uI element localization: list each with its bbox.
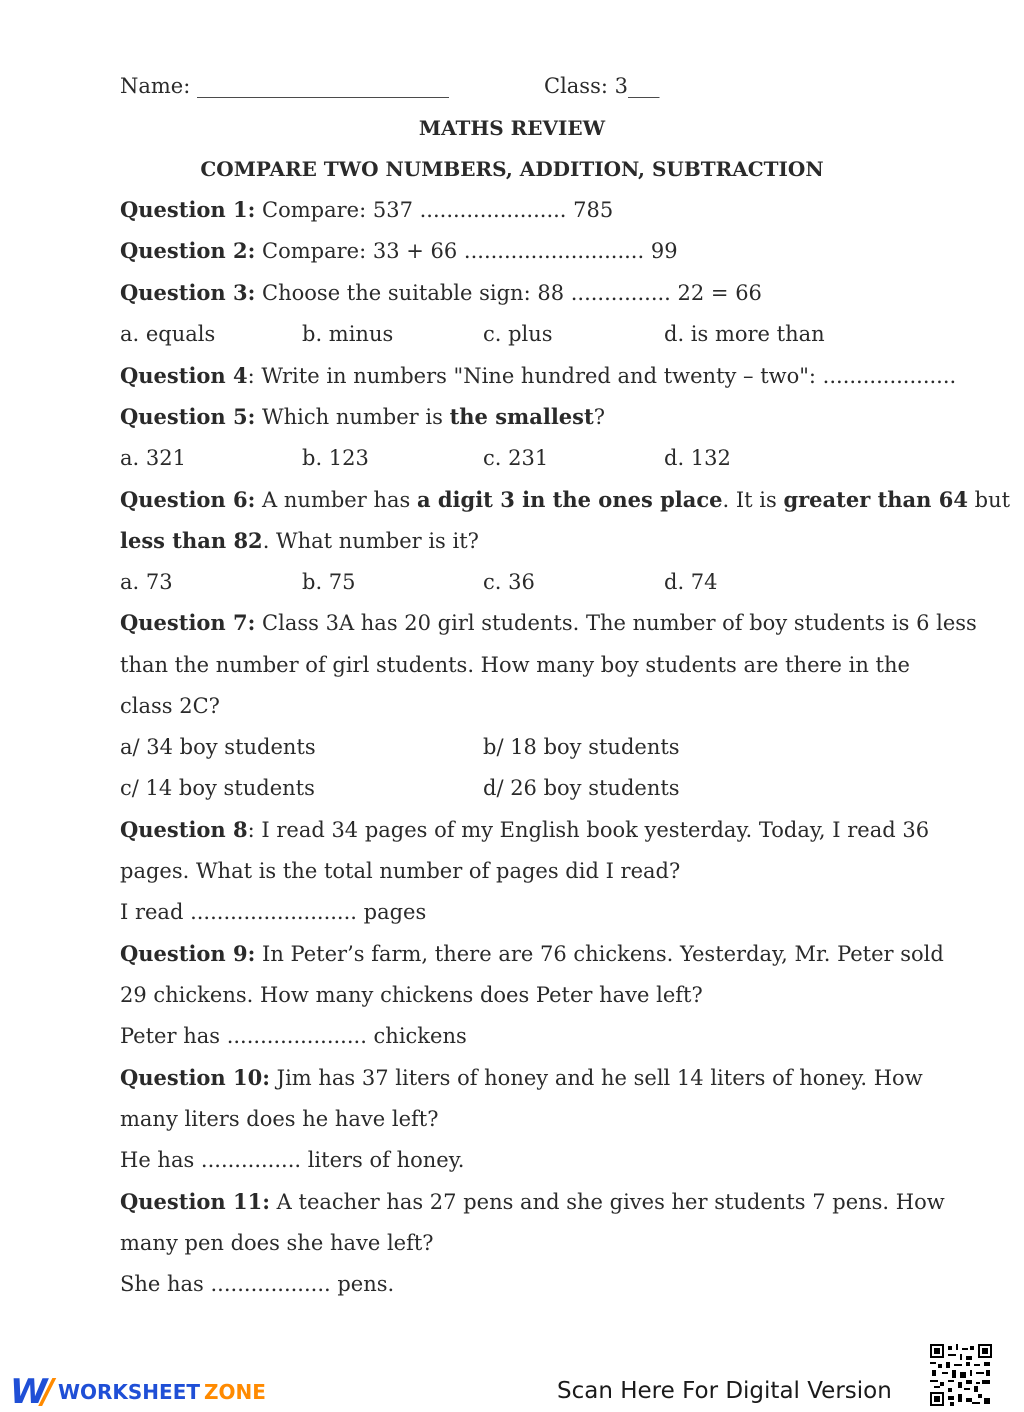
question-label: Question 8 <box>120 817 248 842</box>
question-8-answer: I read ......................... pages <box>120 900 427 924</box>
question-label: Question 9: <box>120 941 256 966</box>
question-text: A teacher has 27 pens and she gives her students 7 pens. How <box>269 1190 945 1214</box>
question-11 <box>120 1188 945 1216</box>
question-text: A number has <box>255 488 417 512</box>
emphasis-text: greater than 64 <box>783 487 968 512</box>
q7-option-a: a/ 34 boy students <box>120 735 316 759</box>
question-text: ? <box>593 405 605 429</box>
q3-option-a: a. equals <box>120 322 216 346</box>
name-field: Name: ________________________ <box>120 74 449 98</box>
q5-option-b: b. 123 <box>302 446 369 470</box>
question-label: Question 1: <box>120 197 256 222</box>
question-label: Question 10: <box>120 1065 270 1090</box>
w-logo-icon: W/ <box>10 1372 48 1412</box>
q7-option-d: d/ 26 boy students <box>483 776 680 800</box>
q6-option-a: a. 73 <box>120 570 173 594</box>
question-text: Jim has 37 liters of honey and he sell 14 liters of honey. How <box>269 1066 923 1090</box>
q5-option-d: d. 132 <box>664 446 731 470</box>
q3-option-b: b. minus <box>302 322 394 346</box>
question-11-answer: She has .................. pens. <box>120 1272 395 1296</box>
question-7-line2: than the number of girl students. How many boy students are there in the <box>120 653 910 677</box>
q7-option-c: c/ 14 boy students <box>120 776 315 800</box>
question-label: Question 6: <box>120 487 256 512</box>
brand-text-worksheet: WORKSHEET <box>57 1380 201 1404</box>
emphasis-text: the smallest <box>449 404 594 429</box>
question-label: Question 5: <box>120 404 256 429</box>
emphasis-text: a digit 3 in the ones place <box>416 487 723 512</box>
question-7 <box>120 609 977 637</box>
q3-option-c: c. plus <box>483 322 553 346</box>
q6-option-d: d. 74 <box>664 570 718 594</box>
question-1 <box>120 196 613 224</box>
question-10-line2: many liters does he have left? <box>120 1107 439 1131</box>
question-9 <box>120 940 944 968</box>
q7-option-b: b/ 18 boy students <box>483 735 680 759</box>
question-10 <box>120 1064 923 1092</box>
page-subtitle: COMPARE TWO NUMBERS, ADDITION, SUBTRACTION <box>200 157 824 181</box>
emphasis-text: less than 82 <box>120 528 263 553</box>
question-7-line3: class 2C? <box>120 694 220 718</box>
question-9-answer: Peter has ..................... chickens <box>120 1024 467 1048</box>
question-label: Question 3: <box>120 280 256 305</box>
question-label: Question 11: <box>120 1189 270 1214</box>
question-2 <box>120 237 678 265</box>
q5-option-a: a. 321 <box>120 446 186 470</box>
question-text: . It is <box>722 488 784 512</box>
scan-here-text: Scan Here For Digital Version <box>557 1378 892 1404</box>
question-text: Compare: 537 ...................... 785 <box>255 198 614 222</box>
question-text: Which number is <box>255 405 450 429</box>
q5-option-c: c. 231 <box>483 446 549 470</box>
question-3 <box>120 279 762 307</box>
question-8-line2: pages. What is the total number of pages did I read? <box>120 859 681 883</box>
question-label: Question 4 <box>120 363 248 388</box>
question-10-answer: He has ............... liters of honey. <box>120 1148 465 1172</box>
class-field: Class: 3___ <box>544 74 660 98</box>
page-title: MATHS REVIEW <box>418 116 606 140</box>
question-text: : Write in numbers "Nine hundred and twenty – two": .................... <box>247 364 957 388</box>
q6-option-c: c. 36 <box>483 570 535 594</box>
question-text: In Peter’s farm, there are 76 chickens. Yesterday, Mr. Peter sold <box>255 942 944 966</box>
question-text: : I read 34 pages of my English book yesterday. Today, I read 36 <box>247 818 930 842</box>
question-label: Question 7: <box>120 610 256 635</box>
brand-text-zone: ZONE <box>204 1380 266 1404</box>
question-4 <box>120 362 956 390</box>
question-6-cont <box>120 527 479 555</box>
question-text: but <box>967 488 1011 512</box>
question-6 <box>120 486 1010 514</box>
question-9-line2: 29 chickens. How many chickens does Peter have left? <box>120 983 703 1007</box>
question-8 <box>120 816 929 844</box>
question-text: . What number is it? <box>262 529 479 553</box>
worksheetzone-logo[interactable] <box>10 1374 266 1410</box>
question-11-line2: many pen does she have left? <box>120 1231 434 1255</box>
question-text: Compare: 33 + 66 ........................... 99 <box>255 239 678 263</box>
question-5 <box>120 403 605 431</box>
question-text: Choose the suitable sign: 88 ............... 22 = 66 <box>255 281 762 305</box>
question-text: Class 3A has 20 girl students. The number of boy students is 6 less <box>255 611 977 635</box>
q6-option-b: b. 75 <box>302 570 356 594</box>
qr-code-icon[interactable] <box>928 1342 994 1408</box>
q3-option-d: d. is more than <box>664 322 825 346</box>
question-label: Question 2: <box>120 238 256 263</box>
